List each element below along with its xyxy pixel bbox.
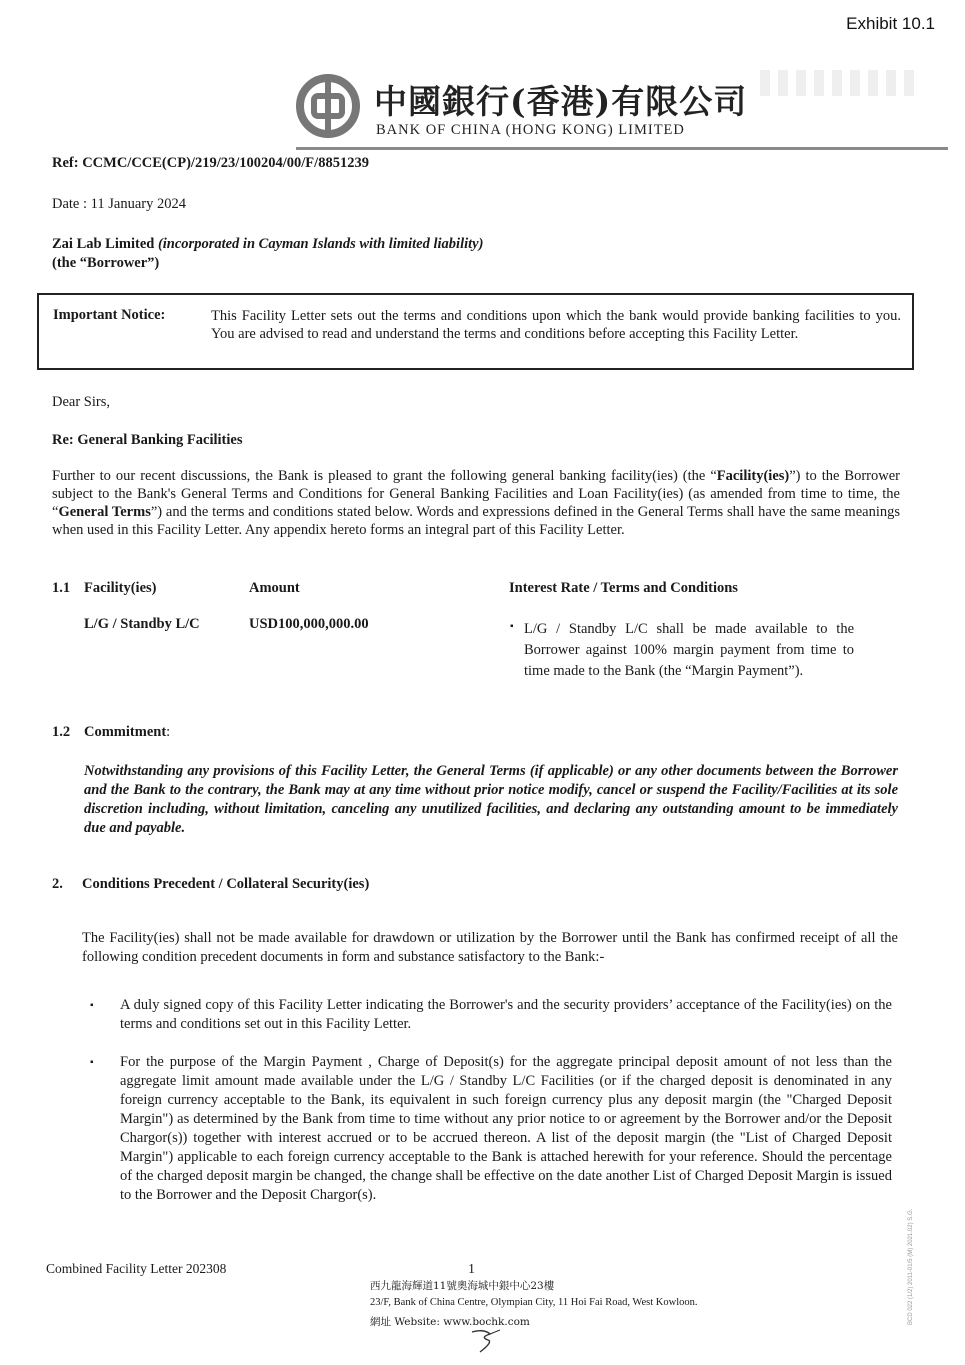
website: 網址 Website: www.bochk.com <box>370 1316 530 1328</box>
section-2-number: 2. <box>52 876 63 892</box>
section-1-2-number: 1.2 <box>52 724 71 740</box>
conditions-intro: The Facility(ies) shall not be made available for drawdown or utilization by the Borrower until the Bank has confirmed receipt of all the following condition precedent documents in form and substance satisfactory to the Bank:- <box>82 930 898 965</box>
column-header-amount: Amount <box>249 580 300 596</box>
section-1-2-title: Commitment: <box>84 724 171 740</box>
salutation: Dear Sirs, <box>52 394 110 410</box>
handwritten-initials-icon <box>468 1326 508 1354</box>
terms-bullet-icon: ▪ <box>510 621 514 632</box>
important-notice-box <box>37 293 914 370</box>
column-header-interest: Interest Rate / Terms and Conditions <box>509 580 738 596</box>
column-header-facility: Facility(ies) <box>84 580 157 596</box>
page-number: 1 <box>468 1262 475 1277</box>
commitment-text: Notwithstanding any provisions of this Facility Letter, the General Terms (if applicable) or any other documents between the Borrower and the Bank to the contrary, the Bank may at any time without prior notice modify, cancel or suspend the Facility/Facilities at its sole discretion including, without limitation, canceling any unutilized facilities, and declaring any outstanding amount to be immediately due and payable. <box>84 763 898 836</box>
borrower-block <box>52 235 483 273</box>
facility-type: L/G / Standby L/C <box>84 616 200 632</box>
notice-text: This Facility Letter sets out the terms and conditions upon which the bank would provide banking facilities to you. You are advised to read and understand the terms and conditions before accepting this Facility Letter. <box>211 308 901 342</box>
section-2-title: Conditions Precedent / Collateral Security(ies) <box>82 876 370 892</box>
faint-stamp-mark <box>760 70 920 96</box>
term-facilities: Facility(ies) <box>716 468 790 484</box>
facility-terms: L/G / Standby L/C shall be made available to the Borrower against 100% margin payment from time to time made to the Bank (the “Margin Payment”). <box>524 621 854 679</box>
condition-item: For the purpose of the Margin Payment , Charge of Deposit(s) for the aggregate principal deposit amount of not less than the aggregate limit amount made available under the L/G / Standby L/C Facilities (or if the charged deposit is denominated in any foreign currency acceptable to the Bank, its equivalent in such foreign currency plus any deposit margin (the "Charged Deposit Margin") as determined by the Bank from time to time without any prior notice to or agreement by the Borrower and/or the Deposit Chargor(s)) together with interest accrued or to be accrued thereon. A list of the deposit margin (the "List of Charged Deposit Margin") applicable to each foreign currency acceptable to the Bank is attached herewith for your reference. Should the percentage of the charged deposit margin be changed, the change shall be effective on the date another List of Charged Deposit Margin is issued to the Borrower and the Deposit Chargor(s). <box>120 1054 892 1203</box>
bullet-icon: ▪ <box>90 1000 94 1011</box>
letterhead <box>296 74 748 144</box>
bank-english-name: BANK OF CHINA (HONG KONG) LIMITED <box>376 122 685 138</box>
form-code: BCD 022 (1/2) 2011-01/5 (M) 2021.02) S.G. <box>908 1208 914 1325</box>
form-name: Combined Facility Letter 202308 <box>46 1261 227 1276</box>
intro-paragraph: Further to our recent discussions, the Bank is pleased to grant the following general banking facility(ies) (the “Facility(ies)”) to the Borrower subject to the Bank's General Terms and Conditions for General Banking Facilities and Loan Facility(ies) (as amended from time to time, the “General Terms”) and the terms and conditions stated below. Words and expressions defined in the General Terms shall have the same meanings when used in this Facility Letter. Any appendix hereto forms an integral part of this Facility Letter. <box>52 468 900 538</box>
bank-logo-icon <box>296 74 360 138</box>
bullet-icon: ▪ <box>90 1057 94 1068</box>
term-general-terms: General Terms <box>58 504 151 520</box>
notice-label: Important Notice: <box>53 307 166 323</box>
address-chinese: 西九龍海輝道11號奧海城中銀中心23樓 <box>370 1280 555 1292</box>
subject-line: Re: General Banking Facilities <box>52 432 243 448</box>
reference-number: Ref: CCMC/CCE(CP)/219/23/100204/00/F/8851239 <box>52 155 369 171</box>
exhibit-label: Exhibit 10.1 <box>846 14 935 33</box>
borrower-alias: (the “Borrower”) <box>52 255 160 271</box>
letterhead-divider <box>296 147 948 150</box>
condition-item: A duly signed copy of this Facility Letter indicating the Borrower's and the security providers’ acceptance of the Facility(ies) on the terms and conditions set out in this Facility Letter. <box>120 997 892 1032</box>
bank-chinese-name: 中國銀行(香港)有限公司 <box>374 82 748 121</box>
letter-date: Date : 11 January 2024 <box>52 196 186 212</box>
borrower-incorporation: (incorporated in Cayman Islands with limited liability) <box>157 236 484 252</box>
section-1-1-number: 1.1 <box>52 580 71 596</box>
borrower-name: Zai Lab Limited <box>52 236 155 252</box>
facility-amount: USD100,000,000.00 <box>249 616 369 632</box>
address-english: 23/F, Bank of China Centre, Olympian City, 11 Hoi Fai Road, West Kowloon. <box>370 1297 698 1308</box>
